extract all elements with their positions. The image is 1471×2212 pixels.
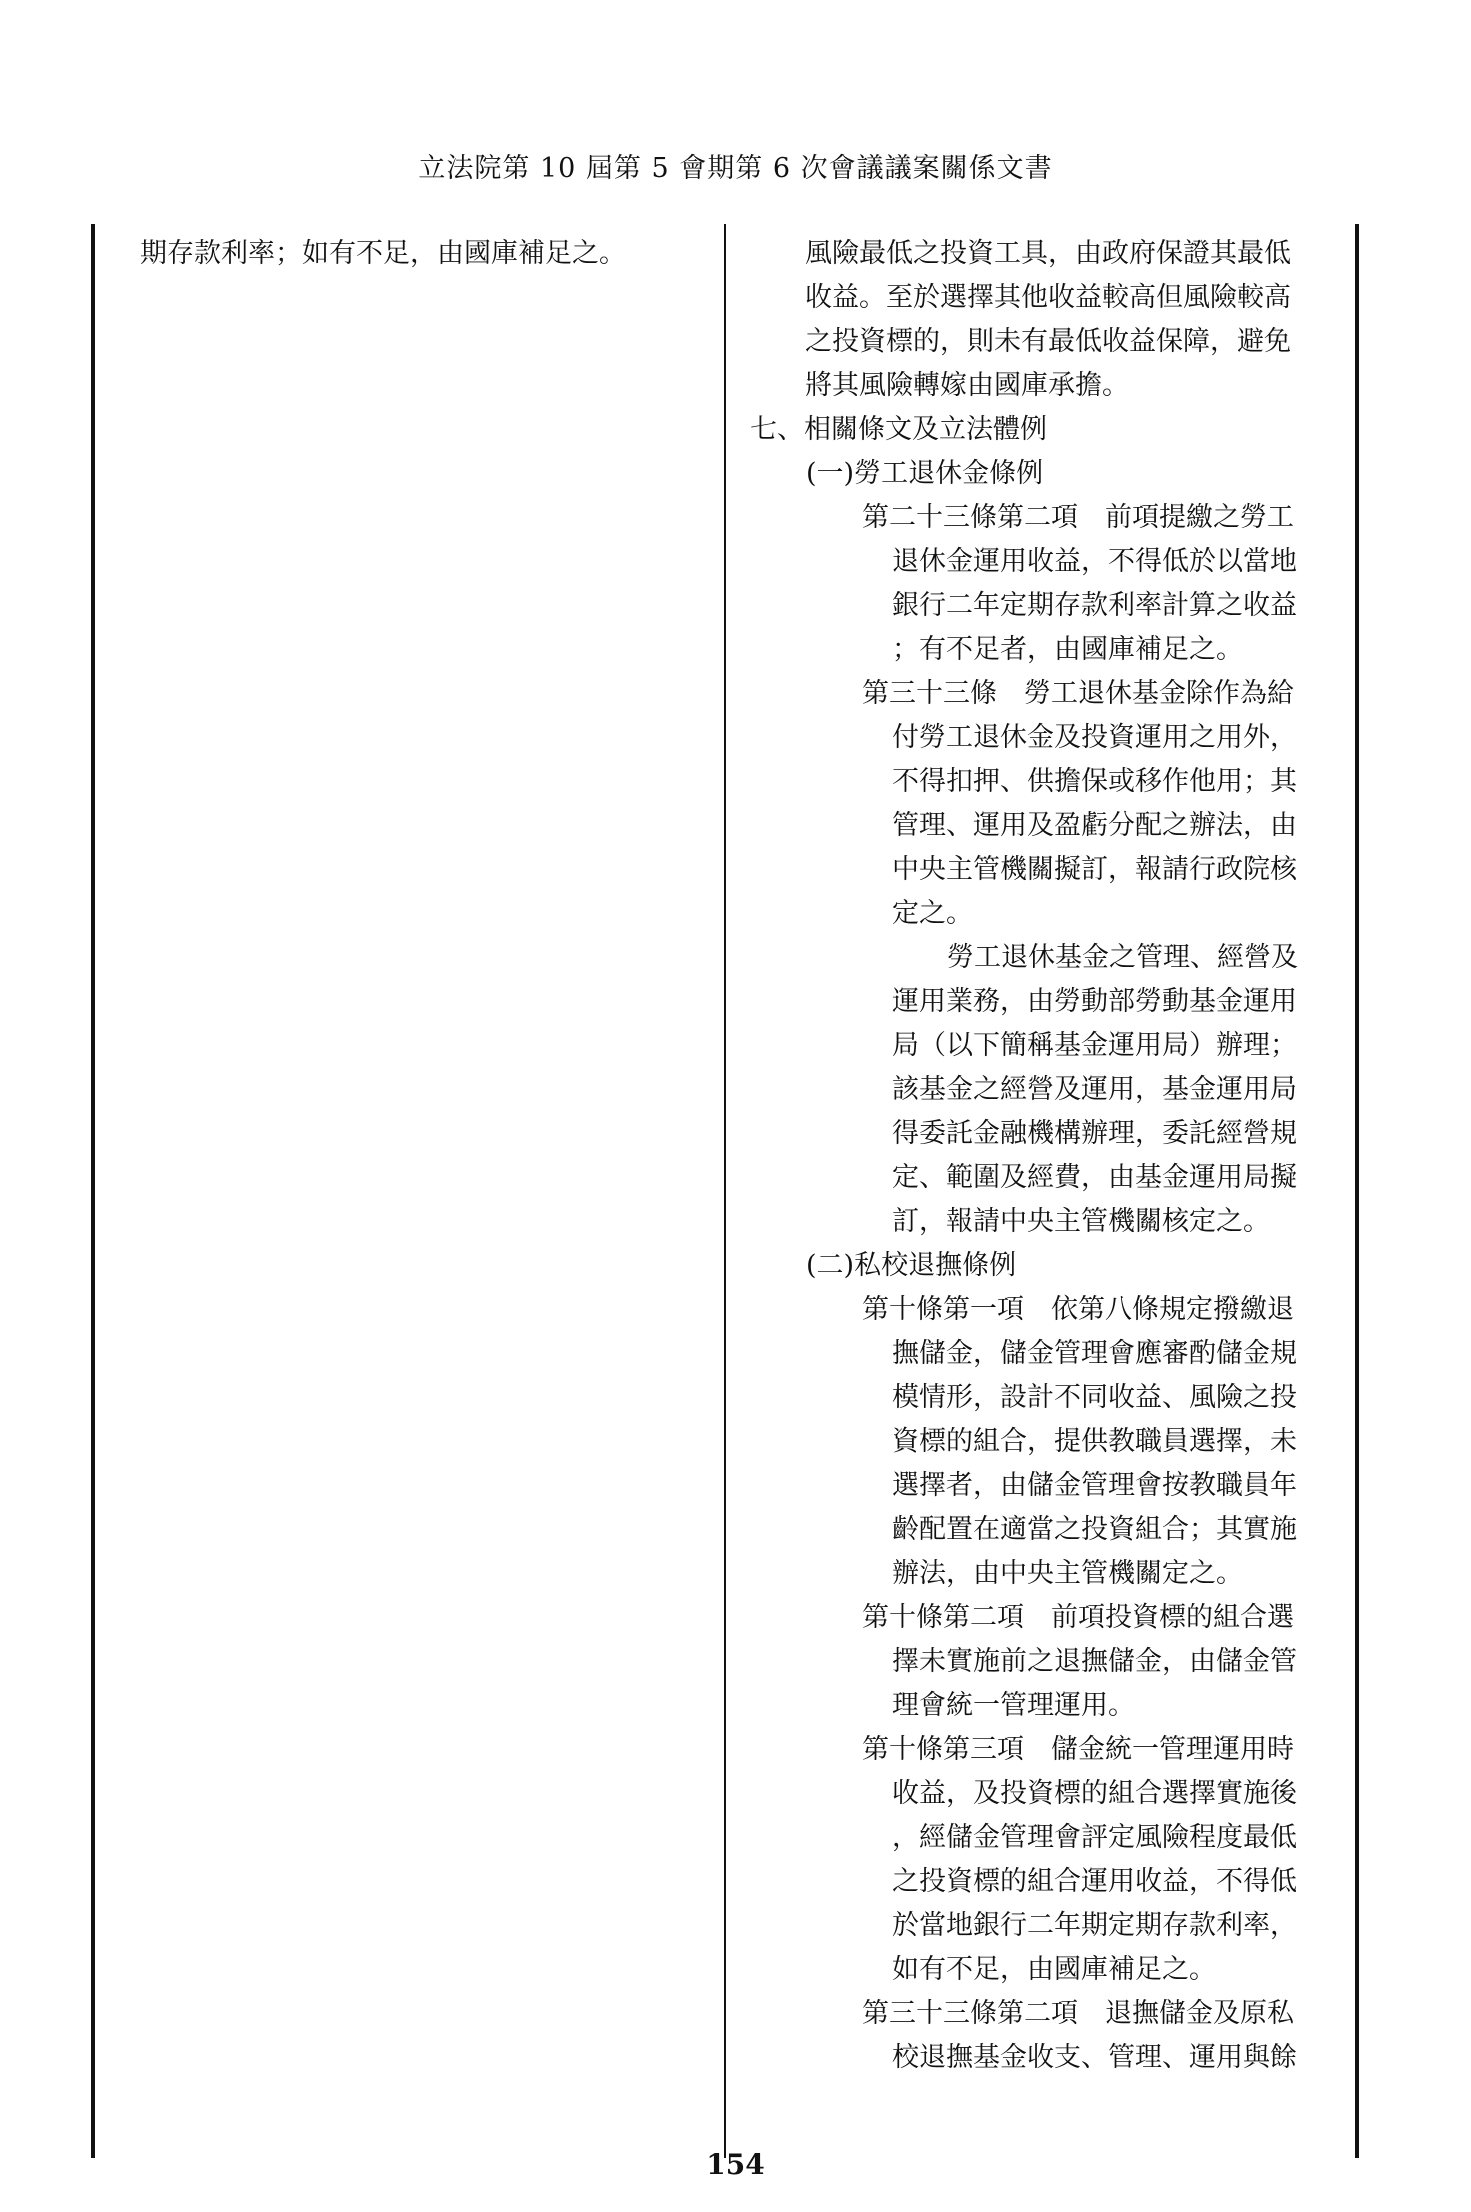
text-line: 得委託金融機構辦理，委託經營規	[892, 1118, 1297, 1149]
text-line: 第二十三條第二項 前項提繳之勞工	[862, 502, 1294, 533]
text-line: 勞工退休基金之管理、經營及	[947, 942, 1298, 973]
right-column	[750, 232, 1345, 2080]
text-line: 該基金之經營及運用，基金運用局	[892, 1074, 1297, 1105]
text-line: 第十條第三項 儲金統一管理運用時	[862, 1734, 1294, 1765]
text-line: 模情形，設計不同收益、風險之投	[892, 1382, 1297, 1413]
text-line: ，經儲金管理會評定風險程度最低	[892, 1822, 1297, 1853]
text-line: 定、範圍及經費，由基金運用局擬	[892, 1162, 1297, 1193]
article-10-3	[750, 1728, 1345, 1992]
text-line: 訂，報請中央主管機關核定之。	[892, 1206, 1270, 1237]
article-10-1	[750, 1288, 1345, 1596]
text-line: 退休金運用收益，不得低於以當地	[892, 546, 1297, 577]
text-line: 理會統一管理運用。	[892, 1690, 1135, 1721]
text-line: 擇未實施前之退撫儲金，由儲金管	[892, 1646, 1297, 1677]
right-border-rule	[1355, 224, 1359, 2158]
column-divider	[724, 224, 726, 2158]
text-line: 不得扣押、供擔保或移作他用；其	[892, 766, 1297, 797]
subsection-heading: (二)私校退撫條例	[806, 1250, 1017, 1281]
text-line: 第十條第一項 依第八條規定撥繳退	[862, 1294, 1294, 1325]
text-line: 局（以下簡稱基金運用局）辦理；	[892, 1030, 1297, 1061]
article-23-2	[750, 496, 1345, 672]
text-line: 撫儲金，儲金管理會應審酌儲金規	[892, 1338, 1297, 1369]
article-33	[750, 672, 1345, 1244]
left-column	[140, 232, 700, 276]
text-line: 第三十三條第二項 退撫儲金及原私	[862, 1998, 1294, 2029]
text-line: 之投資標的組合運用收益，不得低	[892, 1866, 1297, 1897]
article-10-2	[750, 1596, 1345, 1728]
text-line: 期存款利率；如有不足，由國庫補足之。	[140, 238, 626, 269]
text-line: 校退撫基金收支、管理、運用與餘	[892, 2042, 1297, 2073]
document-header: 立法院第 10 屆第 5 會期第 6 次會議議案關係文書	[418, 153, 1053, 184]
page-number: 154	[706, 2148, 765, 2181]
text-line: 選擇者，由儲金管理會按教職員年	[892, 1470, 1297, 1501]
text-line: 於當地銀行二年期定期存款利率，	[892, 1910, 1297, 1941]
text-line: 定之。	[892, 898, 973, 929]
subsection-heading: (一)勞工退休金條例	[806, 458, 1044, 489]
text-line: 運用業務，由勞動部勞動基金運用	[892, 986, 1297, 1017]
text-line: 付勞工退休金及投資運用之用外，	[892, 722, 1297, 753]
text-line: 第三十三條 勞工退休基金除作為給	[862, 678, 1294, 709]
text-line: 收益，及投資標的組合選擇實施後	[892, 1778, 1297, 1809]
text-line: 資標的組合，提供教職員選擇，未	[892, 1426, 1297, 1457]
text-line: ；有不足者，由國庫補足之。	[892, 634, 1243, 665]
section-heading: 七、相關條文及立法體例	[750, 414, 1047, 445]
text-line: 收益。至於選擇其他收益較高但風險較高	[805, 282, 1291, 313]
article-33-2	[750, 1992, 1345, 2080]
text-line: 辦法，由中央主管機關定之。	[892, 1558, 1243, 1589]
text-line: 銀行二年定期存款利率計算之收益	[892, 590, 1297, 621]
text-line: 將其風險轉嫁由國庫承擔。	[805, 370, 1129, 401]
text-line: 中央主管機關擬訂，報請行政院核	[892, 854, 1297, 885]
left-border-rule	[91, 224, 95, 2158]
text-line: 管理、運用及盈虧分配之辦法，由	[892, 810, 1297, 841]
text-line: 第十條第二項 前項投資標的組合選	[862, 1602, 1294, 1633]
text-line: 如有不足，由國庫補足之。	[892, 1954, 1216, 1985]
text-line: 齡配置在適當之投資組合；其實施	[892, 1514, 1297, 1545]
text-line: 風險最低之投資工具，由政府保證其最低	[805, 238, 1291, 269]
text-line: 之投資標的，則未有最低收益保障，避免	[805, 326, 1291, 357]
